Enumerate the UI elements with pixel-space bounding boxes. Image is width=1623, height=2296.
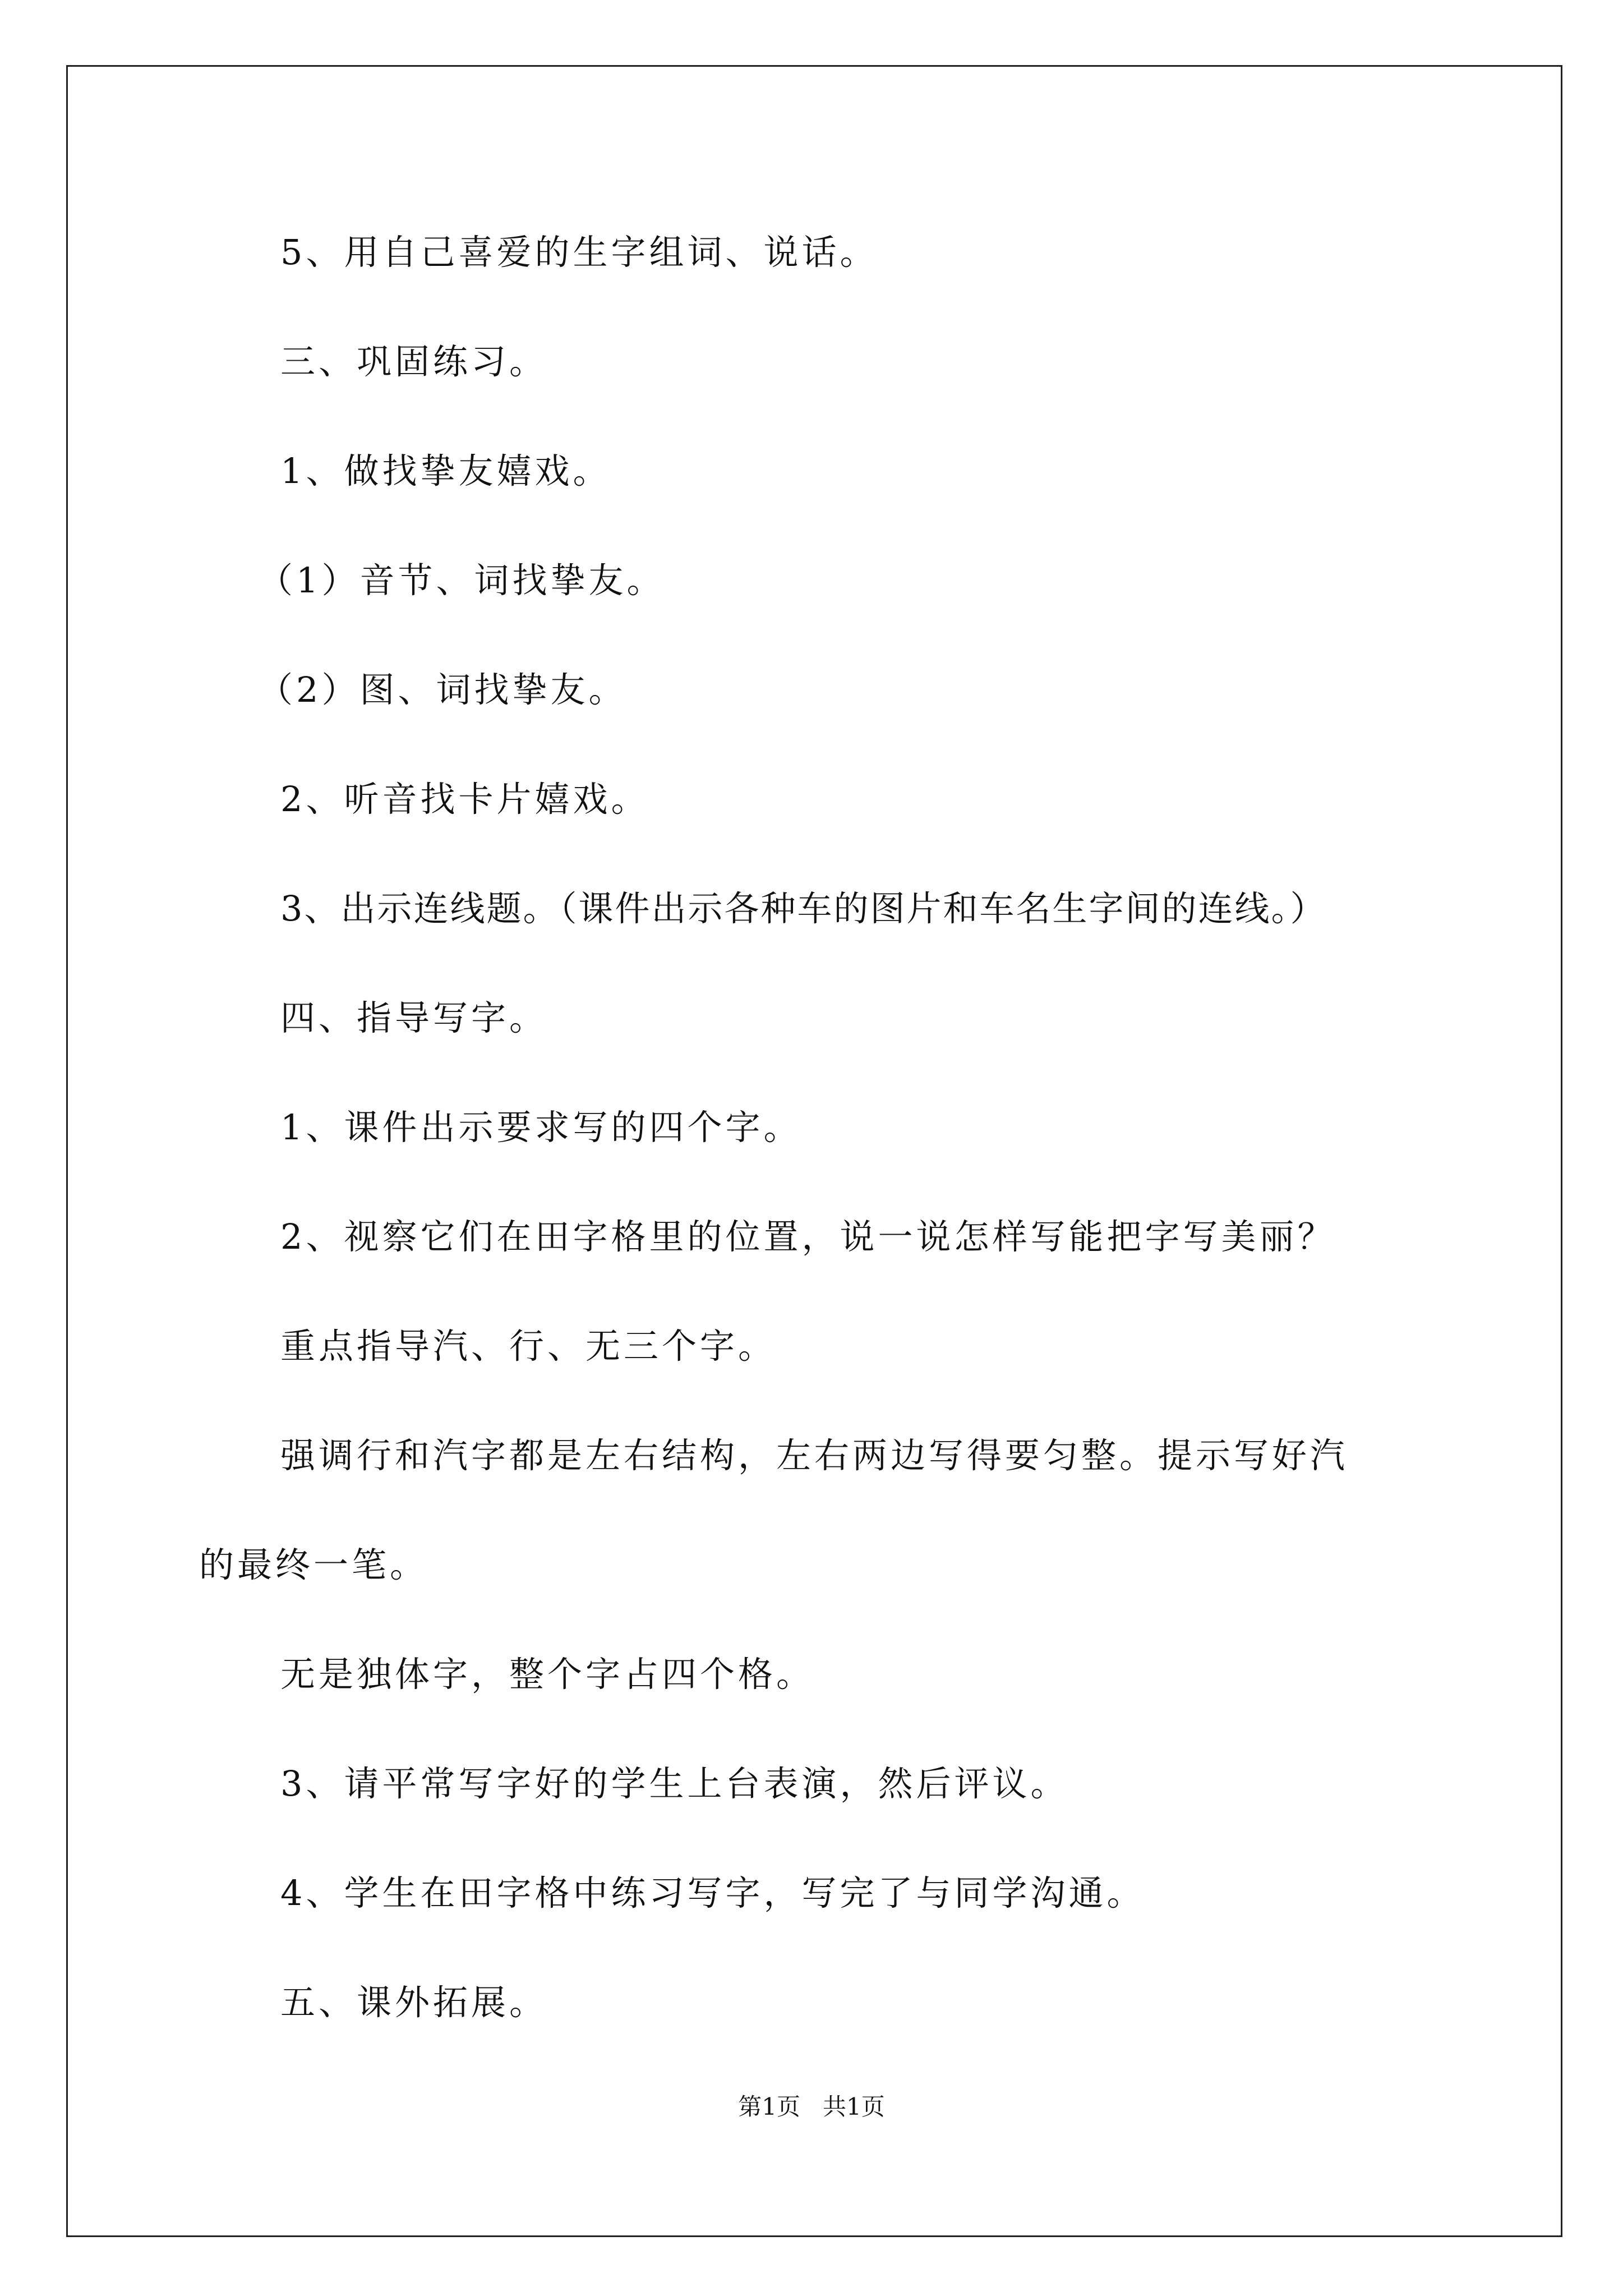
text-line-17: 五、课外拓展。	[280, 1982, 548, 2023]
text-line-1: 5、用自己喜爱的生字组词、说话。	[280, 232, 878, 273]
page-footer	[0, 2091, 1623, 2123]
text-line-5: （2）图、词找挚友。	[258, 669, 627, 710]
text-line-7: 3、出示连线题。（课件出示各种车的图片和车名生字间的连线。）	[280, 888, 1327, 929]
text-line-6: 2、听音找卡片嬉戏。	[280, 779, 649, 820]
text-line-10: 2、视察它们在田字格里的位置，说一说怎样写能把字写美丽？	[280, 1216, 1336, 1257]
page-number-label: 第1页	[738, 2093, 800, 2120]
text-line-14: 无是独体字，整个字占四个格。	[280, 1654, 815, 1695]
text-line-16: 4、学生在田字格中练习写字，写完了与同学沟通。	[280, 1872, 1145, 1913]
page-total-label: 共1页	[823, 2093, 885, 2120]
text-line-2: 三、巩固练习。	[280, 341, 548, 382]
text-line-11: 重点指导汽、行、无三个字。	[280, 1326, 777, 1366]
text-line-3: 1、做找挚友嬉戏。	[280, 450, 611, 491]
text-line-4: （1）音节、词找挚友。	[258, 560, 665, 601]
text-line-12: 强调行和汽字都是左右结构，左右两边写得要匀整。提示写好汽	[280, 1435, 1349, 1476]
text-line-8: 四、指导写字。	[280, 997, 548, 1038]
text-line-15: 3、请平常写字好的学生上台表演，然后评议。	[280, 1763, 1069, 1804]
text-line-9: 1、课件出示要求写的四个字。	[280, 1107, 802, 1148]
text-line-13: 的最终一笔。	[199, 1544, 428, 1585]
